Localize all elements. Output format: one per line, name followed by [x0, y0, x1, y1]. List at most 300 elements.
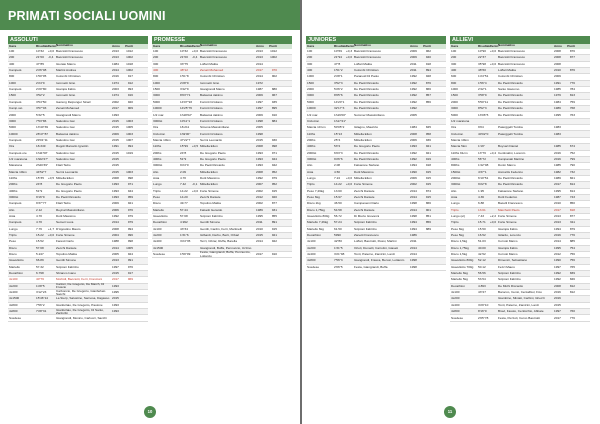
cell-punti: 851: [425, 214, 431, 218]
cell-nom: Zenati Mohamed: [56, 106, 80, 111]
cell-spec: 200: [153, 55, 159, 60]
cell-anno: 1994: [410, 163, 417, 168]
cell-spec: Martello 6kg: [451, 271, 468, 276]
cell-punti: 877: [271, 201, 277, 206]
cell-punti: 790: [569, 163, 575, 168]
cell-anno: 1983: [554, 125, 561, 130]
cell-spec: Disco 2kg: [307, 201, 321, 206]
cell-punti: 855: [271, 214, 277, 218]
cell-spec: Decathlon: [9, 271, 23, 276]
cell-risu: 10"69: [334, 49, 342, 54]
cell-nom: Fitali Tazio: [56, 163, 71, 168]
cell-vento: +0,0: [346, 55, 353, 60]
cell-risu: 18.211: [180, 125, 190, 130]
cell-nom: Scipioni Fabrizio: [354, 220, 377, 225]
cell-risu: 2h20'39": [36, 163, 49, 168]
cell-anno: 2017: [554, 182, 561, 187]
cell-nom: Campanemi Dario: [354, 201, 379, 206]
table-row: [306, 265, 446, 271]
cell-risu: 7'56"2: [36, 302, 45, 307]
cell-anno: 1993: [256, 156, 263, 161]
cell-spec: 200: [307, 55, 313, 60]
cell-punti: 1003: [126, 131, 133, 136]
cell-spec: Ora: [9, 144, 15, 149]
cell-spec: 5000: [307, 99, 314, 104]
cell-anno: 1998: [410, 214, 417, 218]
cell-risu: 3'42"9: [180, 87, 189, 92]
cell-risu: 1'31"5: [334, 245, 343, 250]
cell-nom: Sbranco Ivano: [56, 271, 76, 276]
cell-spec: 10000: [307, 106, 316, 111]
section-title: ASSOLUTI: [8, 36, 148, 44]
cell-nom: Mittella Elton: [200, 182, 218, 187]
cell-anno: 1972: [256, 80, 263, 85]
cell-punti: 952: [271, 182, 277, 187]
cell-risu: 66.89: [36, 258, 44, 263]
cell-punti: 876: [569, 68, 575, 73]
cell-nom: Barocco, Censi, Centalbiol, Fico: [498, 290, 543, 295]
cell-anno: 1997: [554, 264, 561, 269]
cell-nom: Iommetti Gino: [200, 80, 220, 85]
cell-punti: 901: [425, 207, 431, 212]
cell-spec: Disco: [9, 252, 17, 257]
cell-spec: 800hs: [451, 163, 460, 168]
cell-punti: 889: [425, 226, 431, 231]
cell-risu: 51"9: [36, 188, 43, 193]
column-header-nom: Nominativo: [200, 43, 217, 47]
cell-anno: 1995: [554, 245, 561, 250]
cell-anno: 1994: [410, 220, 417, 225]
cell-nom: De Michi Riccardo: [498, 283, 524, 288]
cell-anno: 1993: [112, 182, 119, 187]
cell-spec: 300: [307, 61, 313, 66]
cell-spec: Martello 5kg: [451, 277, 468, 282]
column-header-risu: Risultato: [478, 44, 492, 48]
cell-spec: 3000st: [153, 163, 163, 168]
cell-risu: 48"12: [180, 68, 188, 73]
cell-punti: 915: [425, 169, 431, 174]
cell-nom: Bacciotti Francesco: [354, 55, 381, 60]
cell-vento: +2,2: [490, 214, 497, 218]
cell-risu: 4.36: [478, 194, 485, 199]
cell-punti: 962: [425, 49, 431, 54]
cell-punti: 877: [569, 214, 575, 218]
cell-risu: 2'28"9: [180, 80, 189, 85]
cell-anno: 1992: [256, 175, 263, 180]
cell-nom: Sermi Leonardo: [200, 137, 223, 142]
cell-nom: De Paoli Riccardo: [498, 175, 523, 180]
cell-spec: Campest.: [9, 220, 23, 225]
cell-nom: Forte Simone: [200, 188, 219, 193]
cell-anno: 2017: [256, 252, 263, 257]
cell-punti: 759: [569, 99, 575, 104]
cell-risu: 1h19'00": [334, 112, 347, 117]
cell-risu: 15.50: [478, 226, 486, 231]
cell-anno: 2015: [112, 125, 119, 130]
cell-risu: 52.12: [478, 258, 486, 263]
cell-nom: Zenati Mohamed: [200, 68, 224, 73]
cell-risu: 6.798: [36, 271, 44, 276]
cell-punti: 915: [425, 182, 431, 187]
cell-risu: 16.52: [478, 233, 486, 238]
cell-nom: De Paoli Riccardo: [200, 163, 225, 168]
cell-nom: Bacciotti Francesco: [498, 55, 525, 60]
cell-punti: 799: [569, 156, 575, 161]
cell-anno: 2009: [554, 74, 561, 79]
cell-nom: Giangrandi, Buffa, Pennuccio, Uzzino: [200, 245, 252, 250]
cell-risu: 4.70: [180, 175, 187, 180]
cell-anno: 2013: [256, 55, 263, 60]
cell-anno: 2004: [112, 233, 119, 238]
cell-spec: 4x200: [9, 283, 18, 288]
cell-punti: 845: [425, 125, 431, 130]
cell-punti: 885: [569, 239, 575, 244]
cell-nom: Centinalini, Lorenzo: [498, 150, 526, 155]
cell-spec: Triplo: [451, 207, 459, 212]
cell-risu: 22"37: [478, 55, 486, 60]
cell-anno: 2013: [112, 49, 119, 54]
cell-spec: Alto: [9, 207, 15, 212]
cell-spec: 5000: [153, 99, 160, 104]
cell-spec: Peso: [153, 194, 161, 199]
cell-spec: 1500: [153, 87, 160, 92]
cell-anno: 2015: [112, 118, 119, 123]
cell-nom: Sommer Massimiliano: [354, 112, 385, 117]
cell-vento: -0,4: [48, 55, 54, 60]
cell-nom: Bacciotti Francesco: [56, 49, 83, 54]
cell-spec: 4x800: [9, 302, 18, 307]
cell-risu: 15.97: [334, 194, 342, 199]
cell-anno: 2002: [410, 182, 417, 187]
cell-spec: 800: [451, 80, 457, 85]
cell-nom: D'Agostino Mauro: [56, 226, 81, 231]
cell-vento: +0,5: [192, 144, 199, 149]
cell-spec: Asta: [9, 214, 16, 218]
cell-nom: Topolino Mattia: [56, 252, 77, 257]
cell-punti: 971: [271, 150, 277, 155]
cell-vento: +0,4: [490, 150, 497, 155]
cell-anno: 1992: [410, 99, 417, 104]
cell-spec: Campest.ore: [9, 150, 27, 155]
cell-punti: 756: [569, 252, 575, 257]
cell-vento: +0,5: [48, 175, 55, 180]
cell-anno: 1984: [112, 61, 119, 66]
column-header-anno: Anno: [410, 44, 418, 48]
cell-nom: Bacciotti Francesco: [354, 49, 381, 54]
cell-nom: Mittella Elton: [56, 175, 74, 180]
cell-spec: Lungo: [9, 226, 18, 231]
cell-nom: Scipioni Fabrizio: [56, 264, 79, 269]
cell-risu: 8'05"6: [334, 93, 343, 98]
cell-nom: Salustino Gai: [56, 156, 75, 161]
cell-nom: Martini Andrea: [56, 68, 76, 73]
cell-punti: 969: [127, 277, 133, 282]
cell-punti: 765: [569, 264, 575, 269]
column-header-nom: Nominativo: [56, 43, 73, 47]
cell-punti: 752: [569, 150, 575, 155]
cell-spec: 100: [307, 49, 313, 54]
cell-nom: Giangrandi, Frasca, Berosi, Lottanzo: [354, 258, 405, 263]
cell-anno: 2012: [256, 194, 263, 199]
cell-nom: Donin Marco: [498, 163, 516, 168]
cell-punti: 916: [127, 93, 133, 98]
cell-nom: Tonti, Paterno, Zamirini, Lanzi: [354, 252, 395, 257]
cell-spec: 110hs: [307, 131, 316, 136]
cell-punti: 856: [425, 220, 431, 225]
cell-nom: Zecchi Daniele: [56, 245, 77, 250]
cell-nom: De Paoli Riccardo: [498, 112, 523, 117]
cell-punti: 776: [569, 315, 575, 320]
cell-punti: 998: [271, 144, 277, 149]
cell-punti: 784: [569, 87, 575, 92]
cell-anno: 2008: [256, 169, 263, 174]
cell-punti: 910: [271, 252, 277, 257]
column-header-vento: Vento: [490, 44, 499, 48]
cell-risu: 47'22"7: [180, 137, 191, 142]
cell-punti: 918: [425, 163, 431, 168]
cell-anno: 2014: [410, 194, 417, 199]
cell-nom: Giambino, Miniati, Carbini, Ghezzi: [498, 296, 545, 301]
cell-anno: 1986: [410, 233, 417, 238]
cell-risu: 10"32: [180, 49, 188, 54]
cell-risu: 15.52: [36, 239, 44, 244]
cell-risu: 2'06"5: [334, 264, 343, 269]
cell-spec: 1000: [9, 80, 16, 85]
cell-anno: 1974: [112, 80, 119, 85]
cell-punti: 909: [127, 106, 133, 111]
cell-punti: 768: [569, 106, 575, 111]
cell-anno: 1993: [410, 144, 417, 149]
cell-risu: 1'59"09: [180, 252, 191, 257]
cell-nom: Carloni, De Gregorio, De March, Di Fruscio: [56, 282, 105, 290]
cell-punti: 910: [271, 112, 277, 117]
cell-risu: 48"60: [478, 68, 486, 73]
cell-anno: 2014: [410, 252, 417, 257]
cell-anno: 2015: [256, 137, 263, 142]
cell-anno: 1987: [554, 194, 561, 199]
cell-spec: 100: [153, 49, 159, 54]
cell-anno: 1992: [410, 80, 417, 85]
cell-risu: 9'24"0: [180, 163, 189, 168]
cell-punti: 976: [127, 264, 133, 269]
cell-punti: 1002: [126, 68, 133, 73]
cell-punti: 1002: [126, 55, 133, 60]
cell-anno: 2013: [554, 214, 561, 218]
cell-anno: 1989: [256, 207, 263, 212]
cell-nom: Balsamà Jakimo: [56, 131, 79, 136]
cell-spec: 800: [153, 74, 159, 79]
cell-risu: 57.68: [36, 245, 44, 250]
cell-anno: 2016: [554, 296, 561, 301]
cell-nom: Zecchi Daniele: [354, 194, 375, 199]
cell-punti: 930: [271, 137, 277, 142]
cell-punti: 920: [127, 99, 133, 104]
cell-punti: 921: [425, 150, 431, 155]
cell-spec: 400: [9, 61, 15, 66]
cell-anno: 2013: [554, 220, 561, 225]
cell-spec: Martello: [153, 207, 165, 212]
cell-risu: 49.77: [180, 201, 188, 206]
right-page: [302, 0, 600, 424]
cell-punti: 866: [425, 201, 431, 206]
cell-anno: 1998: [410, 201, 417, 206]
cell-nom: Balsamà Jakimo: [200, 93, 223, 98]
cell-nom: Scipioni Fabrizio: [200, 214, 223, 218]
cell-risu: 14.22: [180, 188, 188, 193]
cell-spec: Marcia 10 km: [307, 125, 326, 130]
cell-nom: Terzi, Cibrar, Ruffa, Barella: [200, 239, 237, 244]
cell-spec: 200hs: [9, 182, 18, 187]
cell-spec: 1500: [307, 80, 314, 85]
cell-anno: 2002: [256, 188, 263, 193]
cell-spec: 110hs 91cm: [451, 150, 468, 155]
section-title: JUNIORES: [306, 36, 446, 44]
cell-risu: 7'28"31: [36, 309, 47, 314]
cell-risu: 3'57"03: [36, 106, 47, 111]
cell-nom: Sermi Leonardo: [56, 169, 79, 174]
cell-spec: 4x1500: [9, 296, 20, 301]
cell-nom: De Paoli Riccardo: [354, 99, 379, 104]
cell-anno: 2008: [410, 131, 417, 136]
cell-nom: Reynal Massimiliano: [56, 207, 85, 212]
cell-spec: 4x100: [153, 226, 162, 231]
cell-anno: 2009: [256, 93, 263, 98]
cell-spec: Triplo: [9, 233, 17, 238]
cell-spec: Campest.: [9, 99, 23, 104]
cell-punti: 1005: [126, 125, 133, 130]
cell-spec: Peso 7,26kg: [307, 188, 325, 193]
cell-risu: 47"8: [334, 61, 341, 66]
cell-spec: Triplo: [451, 220, 459, 225]
cell-punti: 917: [127, 271, 133, 276]
cell-risu: 21"00: [180, 55, 188, 60]
cell-anno: 2008: [554, 49, 561, 54]
page-title: PRIMATI SOCIALI UOMINI: [0, 0, 300, 30]
cell-nom: Mittella Elton: [354, 175, 372, 180]
cell-anno: 1995: [256, 214, 263, 218]
cell-anno: 1993: [112, 188, 119, 193]
cell-nom: De Paoli Riccardo: [56, 194, 81, 199]
cell-risu: 9'16"9: [36, 194, 45, 199]
cell-nom: Loffari Mattia: [200, 61, 218, 66]
cell-nom: Gilbardi, Derbo, Berti, Orbari: [200, 233, 240, 238]
cell-nom: Fezzi Mauro: [498, 264, 516, 269]
cell-punti: 936: [425, 137, 431, 142]
cell-spec: 400hs: [451, 156, 460, 161]
cell-spec: Ciclotron: [307, 118, 320, 123]
cell-risu: 3'52"2: [36, 93, 45, 98]
cell-anno: 1993: [256, 163, 263, 168]
cell-punti: 1018: [126, 61, 133, 66]
cell-punti: 812: [569, 283, 575, 288]
cell-anno: 2014: [410, 188, 417, 193]
cell-risu: 1.95: [478, 188, 485, 193]
cell-risu: 13.60: [334, 188, 342, 193]
cell-risu: 3'29"10: [478, 302, 489, 307]
section-juniores: [306, 36, 446, 271]
cell-spec: Martello: [9, 264, 21, 269]
cell-risu: 44'52"7: [36, 169, 47, 174]
cell-spec: Ciclotron: [451, 131, 464, 136]
cell-punti: 866: [425, 87, 431, 92]
cell-punti: 979: [127, 220, 133, 225]
cell-anno: 1991: [554, 80, 561, 85]
cell-nom: Gentili Simone: [56, 258, 77, 263]
cell-risu: 3'24"35: [180, 239, 191, 244]
cell-risu: 3'21"98: [334, 252, 345, 257]
cell-risu: 3'54"50: [36, 99, 47, 104]
cell-anno: 2015: [112, 271, 119, 276]
cell-nom: De Gregorio Paolo: [200, 156, 226, 161]
cell-risu: 2.08: [334, 163, 341, 168]
cell-spec: 1500st: [451, 169, 461, 174]
cell-risu: 2'26"08: [36, 68, 47, 73]
cell-nom: De Gregorio Paolo: [354, 144, 380, 149]
column-header-nom: Nominativo: [354, 43, 371, 47]
cell-punti: 924: [127, 252, 133, 257]
cell-spec: Camp.vet.: [9, 106, 24, 111]
column-header-vento: Vento: [48, 44, 57, 48]
cell-punti: 743: [569, 194, 575, 199]
cell-nom: Gianferlaio, De Gregorio, Paolone: [56, 302, 103, 307]
section-assoluti: [8, 36, 148, 322]
cell-anno: 2008: [256, 144, 263, 149]
cell-risu: 28'47"87: [36, 131, 49, 136]
cell-spec: Peso 6kg: [307, 194, 320, 199]
cell-anno: 2010: [554, 201, 561, 206]
cell-punti: 776: [569, 80, 575, 85]
cell-anno: 2016: [554, 150, 561, 155]
cell-anno: 1997: [112, 264, 119, 269]
cell-nom: Salustino Gai: [56, 137, 75, 142]
cell-punti: 876: [425, 80, 431, 85]
cell-spec: Campest.: [9, 201, 23, 206]
cell-nom: Forte Simone: [498, 220, 517, 225]
cell-punti: 922: [271, 239, 277, 244]
cell-anno: 1990: [410, 169, 417, 174]
cell-punti: 917: [127, 74, 133, 79]
cell-spec: 3000: [451, 106, 458, 111]
cell-spec: 1/2 maratona: [9, 156, 28, 161]
table-row: [450, 315, 590, 321]
cell-risu: 57.44: [180, 207, 188, 212]
cell-nom: Scipioni Fabrizio: [354, 226, 377, 231]
cell-spec: 1/2 mar.: [153, 112, 165, 117]
column-header-punti: Punti: [567, 44, 575, 48]
column-header-spec: Gara: [153, 44, 161, 48]
cell-spec: Giavellotto 800g: [307, 214, 330, 218]
cell-spec: Asta: [451, 194, 458, 199]
cell-spec: Maratona: [9, 163, 23, 168]
section-promesse: [152, 36, 292, 258]
cell-spec: Peso: [9, 239, 17, 244]
cell-punti: 919: [425, 156, 431, 161]
cell-spec: 4x1500: [153, 245, 164, 250]
cell-risu: 25"4: [334, 137, 341, 142]
column-header-nom: Nominativo: [498, 43, 515, 47]
cell-spec: 1000: [153, 80, 160, 85]
cell-punti: 763: [569, 112, 575, 117]
cell-anno: 2005: [410, 112, 417, 117]
column-header-risu: Risultato: [334, 44, 348, 48]
cell-spec: 800: [9, 74, 15, 79]
cell-risu: 2'24"9: [36, 80, 45, 85]
cell-nom: Festa, Pezzoli, Cervo Bacciotti: [498, 315, 540, 320]
cell-risu: 5'32"5: [36, 112, 45, 117]
column-header-punti: Punti: [269, 44, 277, 48]
cell-punti: 856: [425, 99, 431, 104]
cell-punti: 846: [569, 277, 575, 282]
